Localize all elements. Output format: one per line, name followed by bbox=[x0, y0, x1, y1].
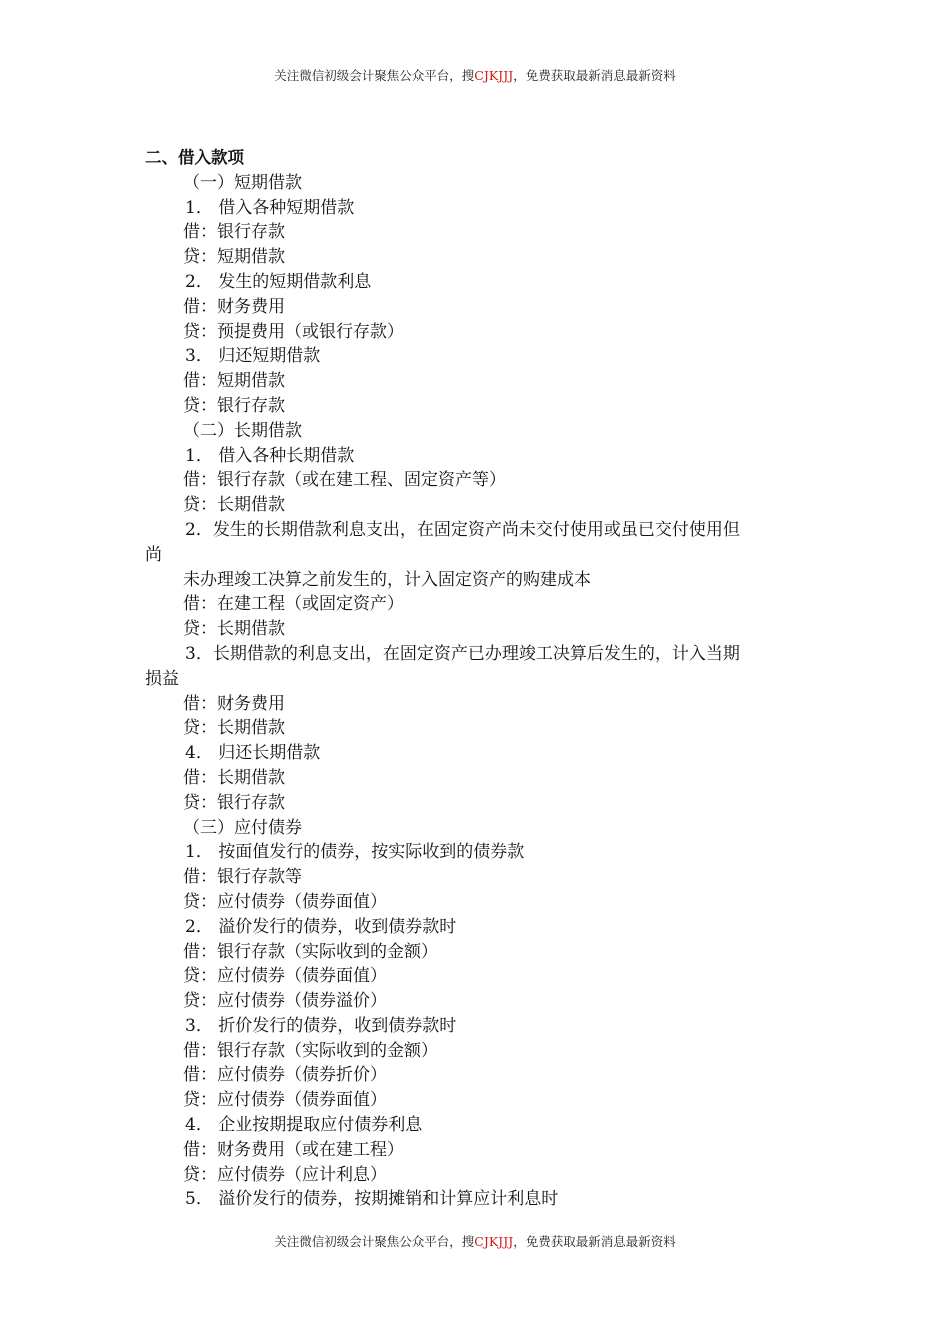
journal-entry-line: 贷：银行存款 bbox=[183, 395, 285, 416]
journal-entry-line: 借：银行存款（或在建工程、固定资产等） bbox=[183, 470, 506, 491]
journal-entry-line: 贷：长期借款 bbox=[183, 718, 285, 739]
journal-entry-line: 借：银行存款（实际收到的金额） bbox=[183, 941, 438, 962]
continuation-line: 损益 bbox=[145, 668, 179, 689]
subsection-heading: （三）应付债券 bbox=[183, 817, 302, 838]
journal-entry-line: 借：长期借款 bbox=[183, 767, 285, 788]
journal-entry-line: 贷：短期借款 bbox=[183, 247, 285, 268]
numbered-item: 2．发生的长期借款利息支出，在固定资产尚未交付使用或虽已交付使用但 bbox=[185, 519, 740, 540]
header-text-pre: 关注微信初级会计聚焦公众平台，搜 bbox=[274, 68, 475, 83]
journal-entry-line: 借：财务费用 bbox=[183, 296, 285, 317]
document-body bbox=[145, 146, 825, 1212]
journal-entry-line: 未办理竣工决算之前发生的，计入固定资产的购建成本 bbox=[183, 569, 591, 590]
journal-entry-line: 贷：应付债券（债券面值） bbox=[183, 891, 387, 912]
subsection-heading: （二）长期借款 bbox=[183, 420, 302, 441]
journal-entry-line: 借：银行存款等 bbox=[183, 867, 302, 888]
numbered-item: 5． 溢价发行的债券，按期摊销和计算应计利息时 bbox=[185, 1189, 559, 1210]
journal-entry-line: 借：应付债券（债券折价） bbox=[183, 1065, 387, 1086]
numbered-item: 1． 借入各种短期借款 bbox=[185, 197, 355, 218]
journal-entry-line: 借：银行存款（实际收到的金额） bbox=[183, 1040, 438, 1061]
journal-entry-line: 贷：长期借款 bbox=[183, 619, 285, 640]
numbered-item: 1． 借入各种长期借款 bbox=[185, 445, 355, 466]
journal-entry-line: 贷：应付债券（债券面值） bbox=[183, 1090, 387, 1111]
footer-search-code: CJKJJJ bbox=[474, 1234, 514, 1249]
numbered-item: 3． 归还短期借款 bbox=[185, 346, 321, 367]
numbered-item: 2． 发生的短期借款利息 bbox=[185, 271, 372, 292]
header-text-post: ，免费获取最新消息最新资料 bbox=[513, 68, 676, 83]
page-footer bbox=[0, 1232, 950, 1250]
journal-entry-line: 贷：应付债券（债券面值） bbox=[183, 966, 387, 987]
continuation-line: 尚 bbox=[145, 544, 162, 565]
header-search-code: CJKJJJ bbox=[474, 68, 514, 83]
subsection-heading: （一）短期借款 bbox=[183, 172, 302, 193]
journal-entry-line: 贷：应付债券（应计利息） bbox=[183, 1164, 387, 1185]
numbered-item: 3．长期借款的利息支出，在固定资产已办理竣工决算后发生的，计入当期 bbox=[185, 643, 740, 664]
footer-text-post: ，免费获取最新消息最新资料 bbox=[513, 1234, 676, 1249]
numbered-item: 3． 折价发行的债券，收到债券款时 bbox=[185, 1015, 457, 1036]
page-header bbox=[0, 66, 950, 84]
journal-entry-line: 借：银行存款 bbox=[183, 222, 285, 243]
journal-entry-line: 借：财务费用（或在建工程） bbox=[183, 1139, 404, 1160]
numbered-item: 1． 按面值发行的债券，按实际收到的债券款 bbox=[185, 842, 525, 863]
journal-entry-line: 贷：长期借款 bbox=[183, 495, 285, 516]
numbered-item: 4． 企业按期提取应付债券利息 bbox=[185, 1115, 423, 1136]
journal-entry-line: 贷：银行存款 bbox=[183, 792, 285, 813]
journal-entry-line: 借：财务费用 bbox=[183, 693, 285, 714]
journal-entry-line: 贷：预提费用（或银行存款） bbox=[183, 321, 404, 342]
journal-entry-line: 贷：应付债券（债券溢价） bbox=[183, 991, 387, 1012]
numbered-item: 2． 溢价发行的债券，收到债券款时 bbox=[185, 916, 457, 937]
journal-entry-line: 借：短期借款 bbox=[183, 371, 285, 392]
journal-entry-line: 借：在建工程（或固定资产） bbox=[183, 594, 404, 615]
footer-text-pre: 关注微信初级会计聚焦公众平台，搜 bbox=[274, 1234, 475, 1249]
section-title: 二、借入款项 bbox=[145, 148, 244, 167]
numbered-item: 4． 归还长期借款 bbox=[185, 743, 321, 764]
